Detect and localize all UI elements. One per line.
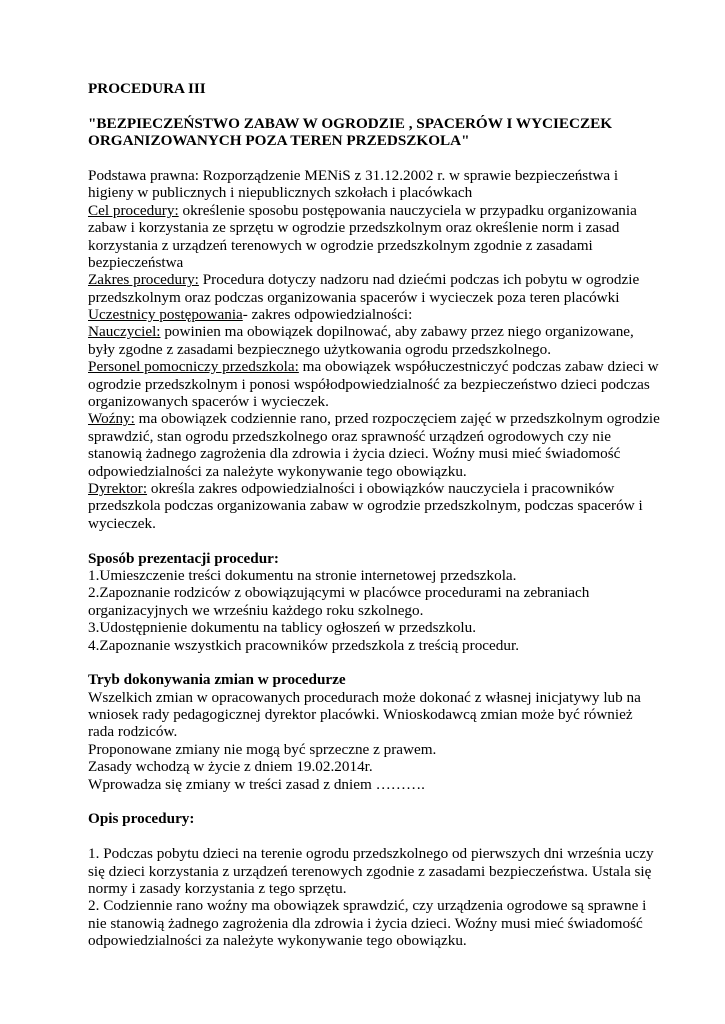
support-staff-line: organizowanych spacerów i wycieczek. — [88, 393, 329, 411]
participants-line: Uczestnicy postępowania- zakres odpowiedzialności: — [88, 306, 413, 324]
changes-line: Wprowadza się zmiany w treści zasad z dniem ………. — [88, 775, 425, 793]
description-line: 1. Podczas pobytu dzieci na terenie ogrodu przedszkolnego od pierwszych dni września uczy — [88, 845, 654, 863]
description-line: nie stanowią żadnego zagrożenia dla zdrowia i życia dzieci. Woźny musi mieć świadomość — [88, 914, 643, 932]
director-line: przedszkola podczas organizowania zabaw w ogrodzie przedszkolnym, podczas spacerów i — [88, 497, 643, 515]
purpose-label: Cel procedury: — [88, 201, 179, 219]
presentation-item: organizacyjnych we wrześniu każdego roku szkolnego. — [88, 601, 424, 619]
description-heading: Opis procedury: — [88, 810, 195, 828]
janitor-line: odpowiedzialności za należyte wykonywanie tego obowiązku. — [88, 462, 467, 480]
purpose-line: Cel procedury: określenie sposobu postępowania nauczyciela w przypadku organizowania — [88, 201, 637, 219]
changes-line: Proponowane zmiany nie mogą być sprzeczne z prawem. — [88, 740, 437, 758]
participants-label: Uczestnicy postępowania — [88, 306, 243, 324]
presentation-item: 4.Zapoznanie wszystkich pracowników przedszkola z treścią procedur. — [88, 636, 519, 654]
purpose-line: bezpieczeństwa — [88, 253, 184, 271]
scope-line: przedszkolnym oraz podczas organizowania spacerów i wycieczek poza teren placówki — [88, 288, 620, 306]
description-line: normy i zasady korzystania z tego sprzętu. — [88, 879, 347, 897]
presentation-item: 1.Umieszczenie treści dokumentu na stronie internetowej przedszkola. — [88, 566, 517, 584]
janitor-line: Woźny: ma obowiązek codziennie rano, przed rozpoczęciem zajęć w przedszkolnym ogrodzie — [88, 410, 660, 428]
legal-basis-line: higieny w publicznych i niepublicznych szkołach i placówkach — [88, 184, 473, 202]
document-body — [88, 80, 660, 950]
changes-line: Wszelkich zmian w opracowanych procedurach może dokonać z własnej inicjatywy lub na — [88, 688, 641, 706]
janitor-line: stanowią żadnego zagrożenia dla zdrowia i życia dzieci. Woźny musi mieć świadomość — [88, 445, 621, 463]
director-label: Dyrektor: — [88, 479, 148, 497]
description-line: się dzieci korzystania z urządzeń terenowych zgodnie z zasadami bezpieczeństwa. Ustala się — [88, 862, 652, 880]
presentation-item: 3.Udostępnienie dokumentu na tablicy ogłoszeń w przedszkolu. — [88, 619, 477, 637]
procedure-number: PROCEDURA III — [88, 80, 206, 97]
teacher-line: były zgodne z zasadami bezpiecznego użytkowania ogrodu przedszkolnego. — [88, 340, 552, 358]
changes-heading: Tryb dokonywania zmian w procedurze — [88, 671, 346, 689]
presentation-item: 2.Zapoznanie rodziców z obowiązującymi w placówce procedurami na zebraniach — [88, 584, 590, 602]
scope-line: Zakres procedury: Procedura dotyczy nadzoru nad dziećmi podczas ich pobytu w ogrodzie — [88, 271, 640, 289]
scope-label: Zakres procedury: — [88, 271, 199, 289]
teacher-label: Nauczyciel: — [88, 323, 161, 341]
director-line: Dyrektor: określa zakres odpowiedzialności i obowiązków nauczyciela i pracowników — [88, 479, 615, 497]
support-staff-line: ogrodzie przedszkolnym i ponosi współodpowiedzialność za bezpieczeństwo dzieci podczas — [88, 375, 650, 393]
changes-line: rada rodziców. — [88, 723, 178, 741]
description-line: odpowiedzialności za należyte wykonywanie tego obowiązku. — [88, 932, 467, 950]
presentation-heading: Sposób prezentacji procedur: — [88, 549, 279, 567]
support-staff-label: Personel pomocniczy przedszkola: — [88, 358, 299, 376]
janitor-line: sprawdzić, stan ogrodu przedszkolnego oraz sprawność urządzeń ogrodowych czy nie — [88, 427, 611, 445]
purpose-line: zabaw i korzystania ze sprzętu w ogrodzie przedszkolnym oraz określenie norm i zasad — [88, 219, 620, 237]
legal-basis-line: Podstawa prawna: Rozporządzenie MENiS z 31.12.2002 r. w sprawie bezpieczeństwa i — [88, 166, 619, 184]
support-staff-line: Personel pomocniczy przedszkola: ma obowiązek współuczestniczyć podczas zabaw dzieci w — [88, 358, 659, 376]
changes-line: wniosek rady pedagogicznej dyrektor placówki. Wnioskodawcą zmian może być również — [88, 706, 633, 724]
changes-line: Zasady wchodzą w życie z dniem 19.02.2014r. — [88, 758, 373, 776]
director-line: wycieczek. — [88, 514, 156, 532]
purpose-line: korzystania z urządzeń terenowych w ogrodzie przedszkolnym zgodnie z zasadami — [88, 236, 593, 254]
teacher-line: Nauczyciel: powinien ma obowiązek dopilnować, aby zabawy przez niego organizowane, — [88, 323, 634, 341]
procedure-title-line: ORGANIZOWANYCH POZA TEREN PRZEDSZKOLA" — [88, 132, 470, 150]
procedure-title-line: "BEZPIECZEŃSTWO ZABAW W OGRODZIE , SPACERÓW I WYCIECZEK — [88, 114, 613, 132]
description-line: 2. Codziennie rano woźny ma obowiązek sprawdzić, czy urządzenia ogrodowe są sprawne i — [88, 897, 647, 915]
janitor-label: Woźny: — [88, 410, 135, 428]
